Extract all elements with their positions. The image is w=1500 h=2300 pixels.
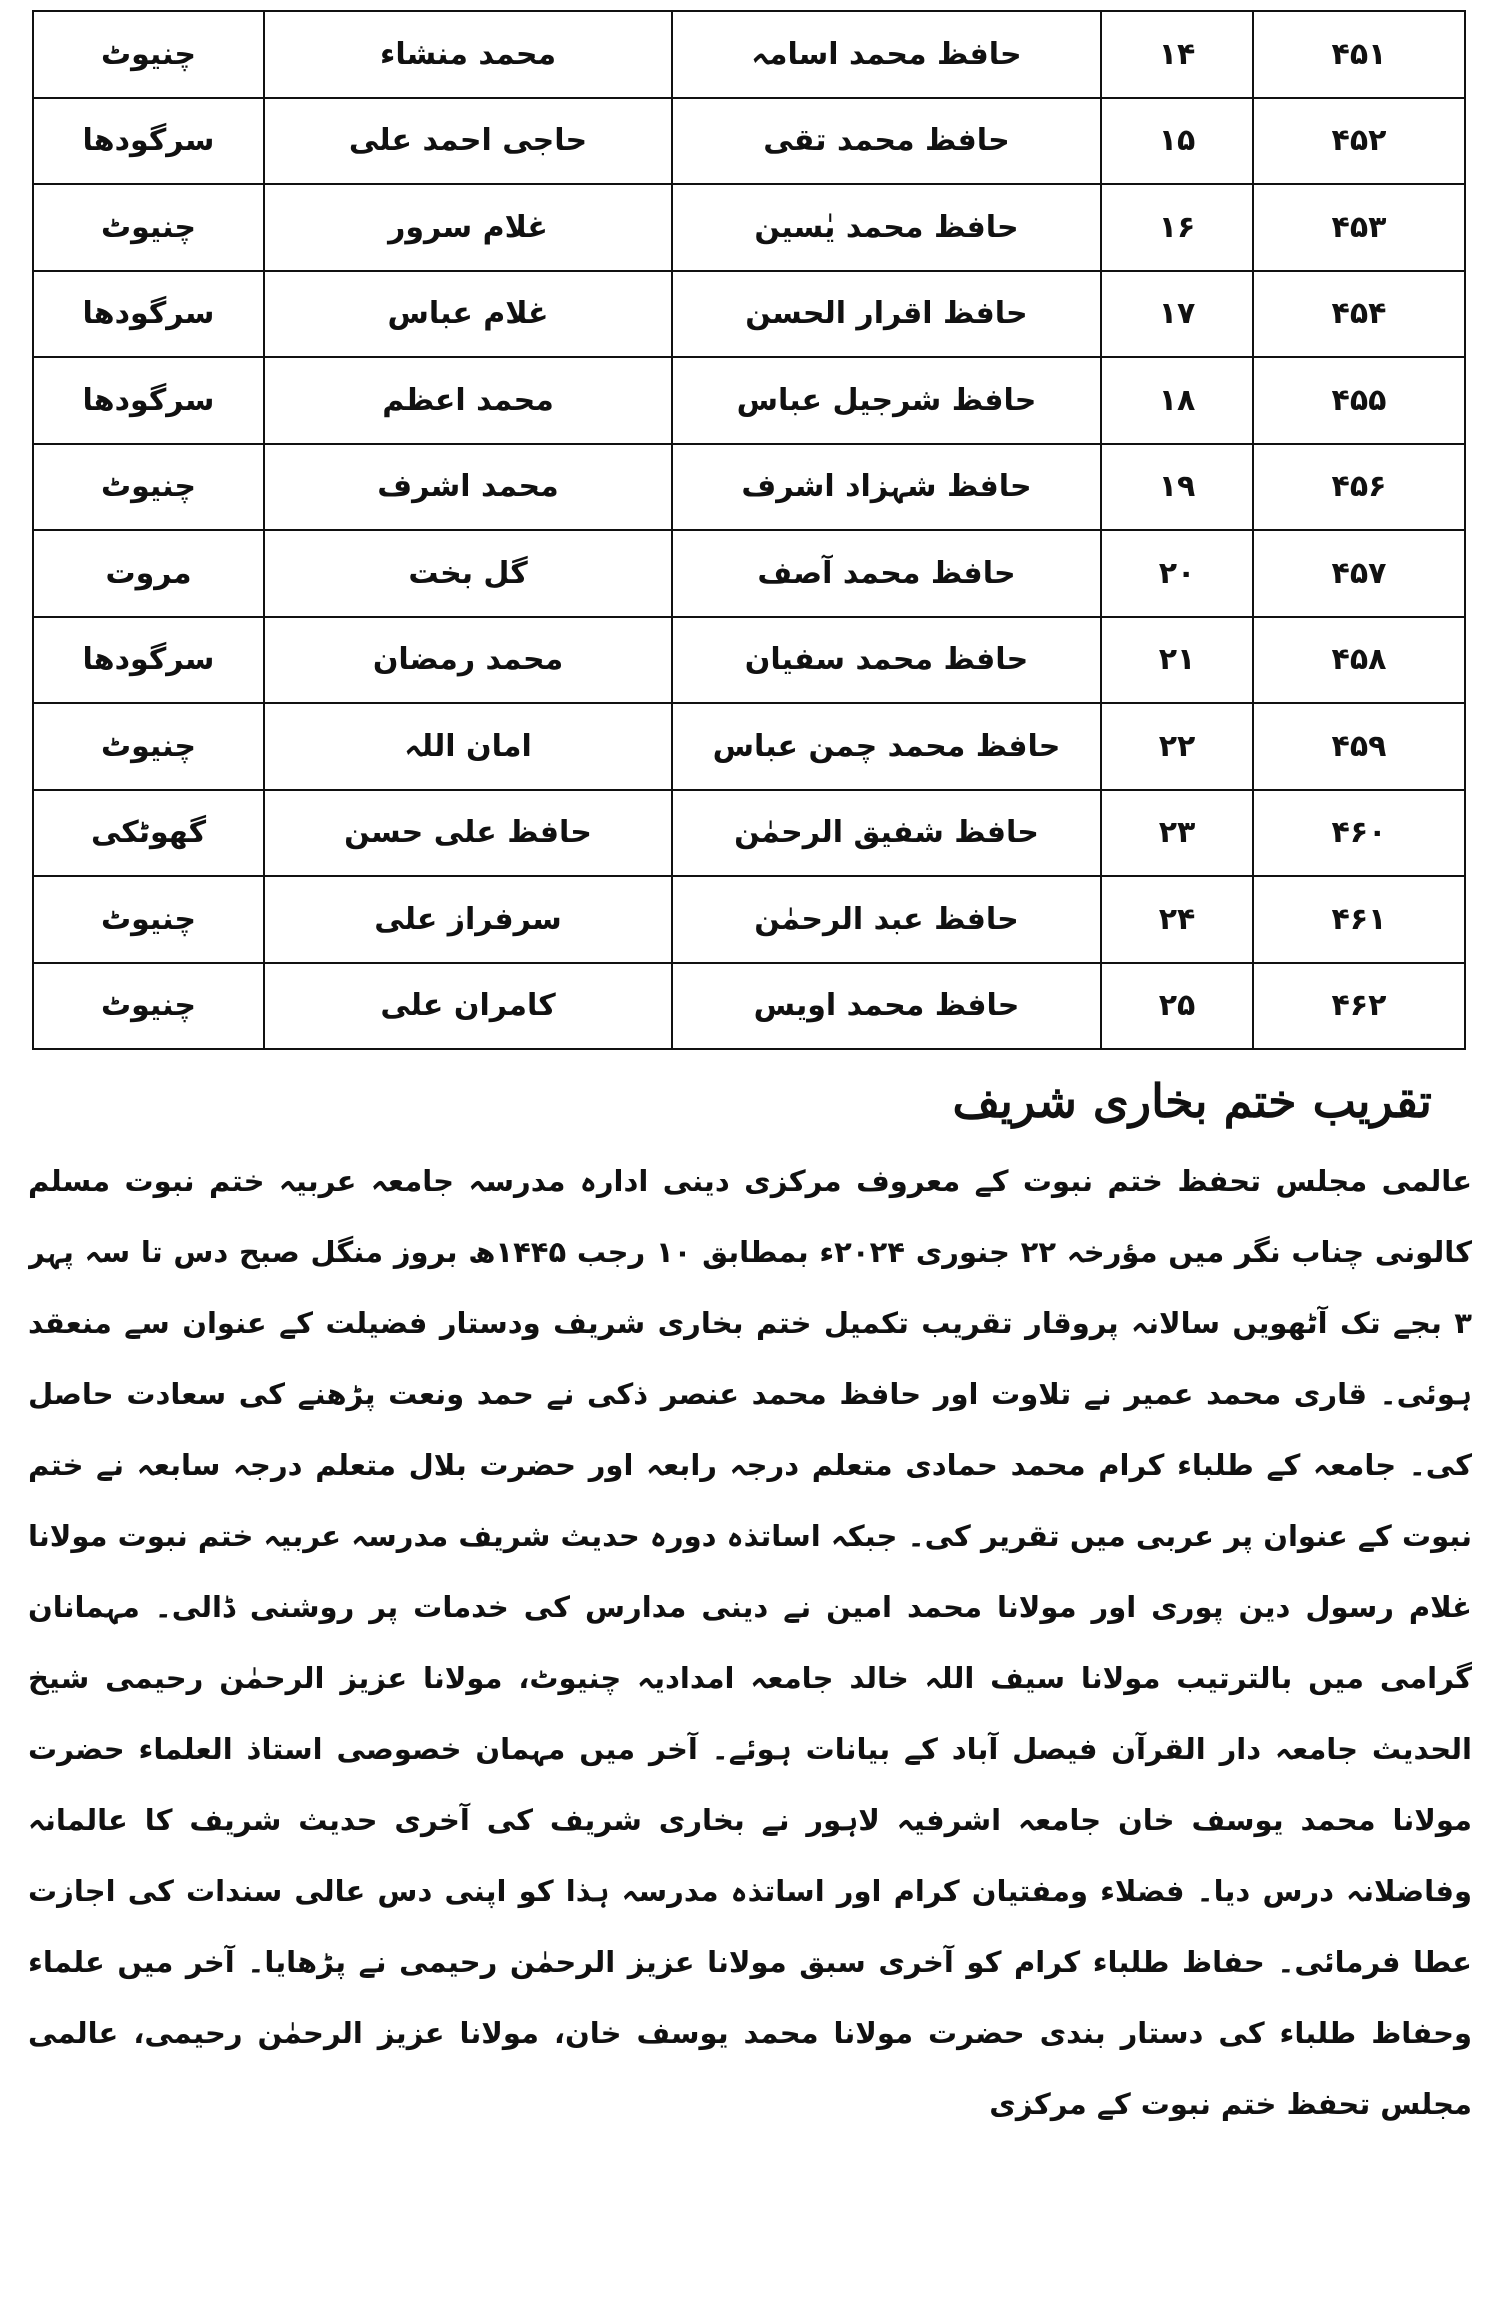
cell-roll: ۱۵	[1101, 98, 1253, 185]
cell-father: امان اللہ	[264, 703, 672, 790]
cell-roll: ۱۴	[1101, 11, 1253, 98]
cell-city: سرگودھا	[33, 98, 264, 185]
table-row	[33, 11, 1465, 98]
cell-city: چنیوٹ	[33, 876, 264, 963]
table-body	[33, 11, 1465, 1049]
cell-city: سرگودھا	[33, 357, 264, 444]
report-body: عالمی مجلس تحفظ ختم نبوت کے معروف مرکزی دینی ادارہ مدرسہ جامعہ عربیہ ختم نبوت مسلم کالونی چناب نگر میں مؤرخہ ۲۲ جنوری ۲۰۲۴ء بمطابق ۱۰ رجب ۱۴۴۵ھ بروز منگل صبح دس تا سہ پہر ۳ بجے تک آٹھویں سالانہ پروقار تقریب تکمیل ختم بخاری شریف ودستار فضیلت کے عنوان سے منعقد ہوئی۔ قاری محمد عمیر نے تلاوت اور حافظ محمد عنصر ذکی نے حمد ونعت پڑھنے کی سعادت حاصل کی۔ جامعہ کے طلباء کرام محمد حمادی متعلم درجہ رابعہ اور حضرت بلال متعلم درجہ سابعہ نے ختم نبوت کے عنوان پر عربی میں تقریر کی۔ جبکہ اساتذہ دورہ حدیث شریف مدرسہ عربیہ ختم نبوت مولانا غلام رسول دین پوری اور مولانا محمد امین نے دینی مدارس کی خدمات پر روشنی ڈالی۔ مہمانان گرامی میں بالترتیب مولانا سیف اللہ خالد جامعہ امدادیہ چنیوٹ، مولانا عزیز الرحمٰن رحیمی شیخ الحدیث جامعہ دار القرآن فیصل آباد کے بیانات ہوئے۔ آخر میں مہمان خصوصی استاذ العلماء حضرت مولانا محمد یوسف خان جامعہ اشرفیہ لاہور نے بخاری شریف کی آخری حدیث شریف کا عالمانہ وفاضلانہ درس دیا۔ فضلاء ومفتیان کرام اور اساتذہ مدرسہ ہذا کو اپنی دس عالی سندات کی اجازت عطا فرمائی۔ حفاظ طلباء کرام کو آخری سبق مولانا عزیز الرحمٰن رحیمی نے پڑھایا۔ آخر میں علماء وحفاظ طلباء کی دستار بندی حضرت مولانا محمد یوسف خان، مولانا عزیز الرحمٰن رحیمی، عالمی مجلس تحفظ ختم نبوت کے مرکزی	[28, 1163, 1472, 2121]
cell-city: مروت	[33, 530, 264, 617]
cell-name: حافظ محمد یٰسین	[672, 184, 1101, 271]
cell-name: حافظ شفیق الرحمٰن	[672, 790, 1101, 877]
cell-city: چنیوٹ	[33, 963, 264, 1050]
cell-roll: ۱۷	[1101, 271, 1253, 358]
cell-serial: ۴۵۲	[1253, 98, 1465, 185]
cell-roll: ۲۱	[1101, 617, 1253, 704]
cell-city: چنیوٹ	[33, 184, 264, 271]
cell-serial: ۴۶۰	[1253, 790, 1465, 877]
table-row	[33, 963, 1465, 1050]
cell-name: حافظ محمد سفیان	[672, 617, 1101, 704]
cell-father: محمد اعظم	[264, 357, 672, 444]
report-section	[28, 1072, 1472, 2282]
cell-city: چنیوٹ	[33, 444, 264, 531]
cell-name: حافظ محمد اویس	[672, 963, 1101, 1050]
cell-serial: ۴۵۸	[1253, 617, 1465, 704]
cell-city: سرگودھا	[33, 617, 264, 704]
cell-father: حافظ علی حسن	[264, 790, 672, 877]
table-row	[33, 184, 1465, 271]
cell-name: حافظ محمد چمن عباس	[672, 703, 1101, 790]
cell-father: کامران علی	[264, 963, 672, 1050]
cell-serial: ۴۵۱	[1253, 11, 1465, 98]
cell-name: حافظ عبد الرحمٰن	[672, 876, 1101, 963]
cell-name: حافظ شرجیل عباس	[672, 357, 1101, 444]
cell-roll: ۱۸	[1101, 357, 1253, 444]
cell-father: محمد اشرف	[264, 444, 672, 531]
cell-father: محمد رمضان	[264, 617, 672, 704]
cell-serial: ۴۶۱	[1253, 876, 1465, 963]
cell-father: غلام سرور	[264, 184, 672, 271]
cell-city: گھوٹکی	[33, 790, 264, 877]
cell-father: غلام عباس	[264, 271, 672, 358]
cell-father: گل بخت	[264, 530, 672, 617]
cell-city: چنیوٹ	[33, 11, 264, 98]
cell-serial: ۴۶۲	[1253, 963, 1465, 1050]
cell-roll: ۲۳	[1101, 790, 1253, 877]
cell-city: سرگودھا	[33, 271, 264, 358]
table-row	[33, 617, 1465, 704]
cell-roll: ۲۰	[1101, 530, 1253, 617]
cell-serial: ۴۵۹	[1253, 703, 1465, 790]
table-row	[33, 98, 1465, 185]
report-title: تقریب ختم بخاری شریف	[952, 1074, 1432, 1128]
table-row	[33, 271, 1465, 358]
cell-roll: ۱۶	[1101, 184, 1253, 271]
table-row	[33, 444, 1465, 531]
cell-name: حافظ محمد اسامہ	[672, 11, 1101, 98]
cell-roll: ۲۴	[1101, 876, 1253, 963]
cell-name: حافظ محمد تقی	[672, 98, 1101, 185]
cell-father: حاجی احمد علی	[264, 98, 672, 185]
cell-city: چنیوٹ	[33, 703, 264, 790]
cell-name: حافظ اقرار الحسن	[672, 271, 1101, 358]
cell-serial: ۴۵۴	[1253, 271, 1465, 358]
cell-serial: ۴۵۵	[1253, 357, 1465, 444]
table-row	[33, 530, 1465, 617]
table-row	[33, 357, 1465, 444]
cell-serial: ۴۵۳	[1253, 184, 1465, 271]
cell-serial: ۴۵۶	[1253, 444, 1465, 531]
cell-roll: ۱۹	[1101, 444, 1253, 531]
cell-name: حافظ محمد آصف	[672, 530, 1101, 617]
results-table	[32, 10, 1466, 1050]
cell-name: حافظ شہزاد اشرف	[672, 444, 1101, 531]
cell-roll: ۲۲	[1101, 703, 1253, 790]
cell-father: سرفراز علی	[264, 876, 672, 963]
cell-serial: ۴۵۷	[1253, 530, 1465, 617]
cell-father: محمد منشاء	[264, 11, 672, 98]
table-row	[33, 876, 1465, 963]
table-row	[33, 790, 1465, 877]
cell-roll: ۲۵	[1101, 963, 1253, 1050]
table-row	[33, 703, 1465, 790]
